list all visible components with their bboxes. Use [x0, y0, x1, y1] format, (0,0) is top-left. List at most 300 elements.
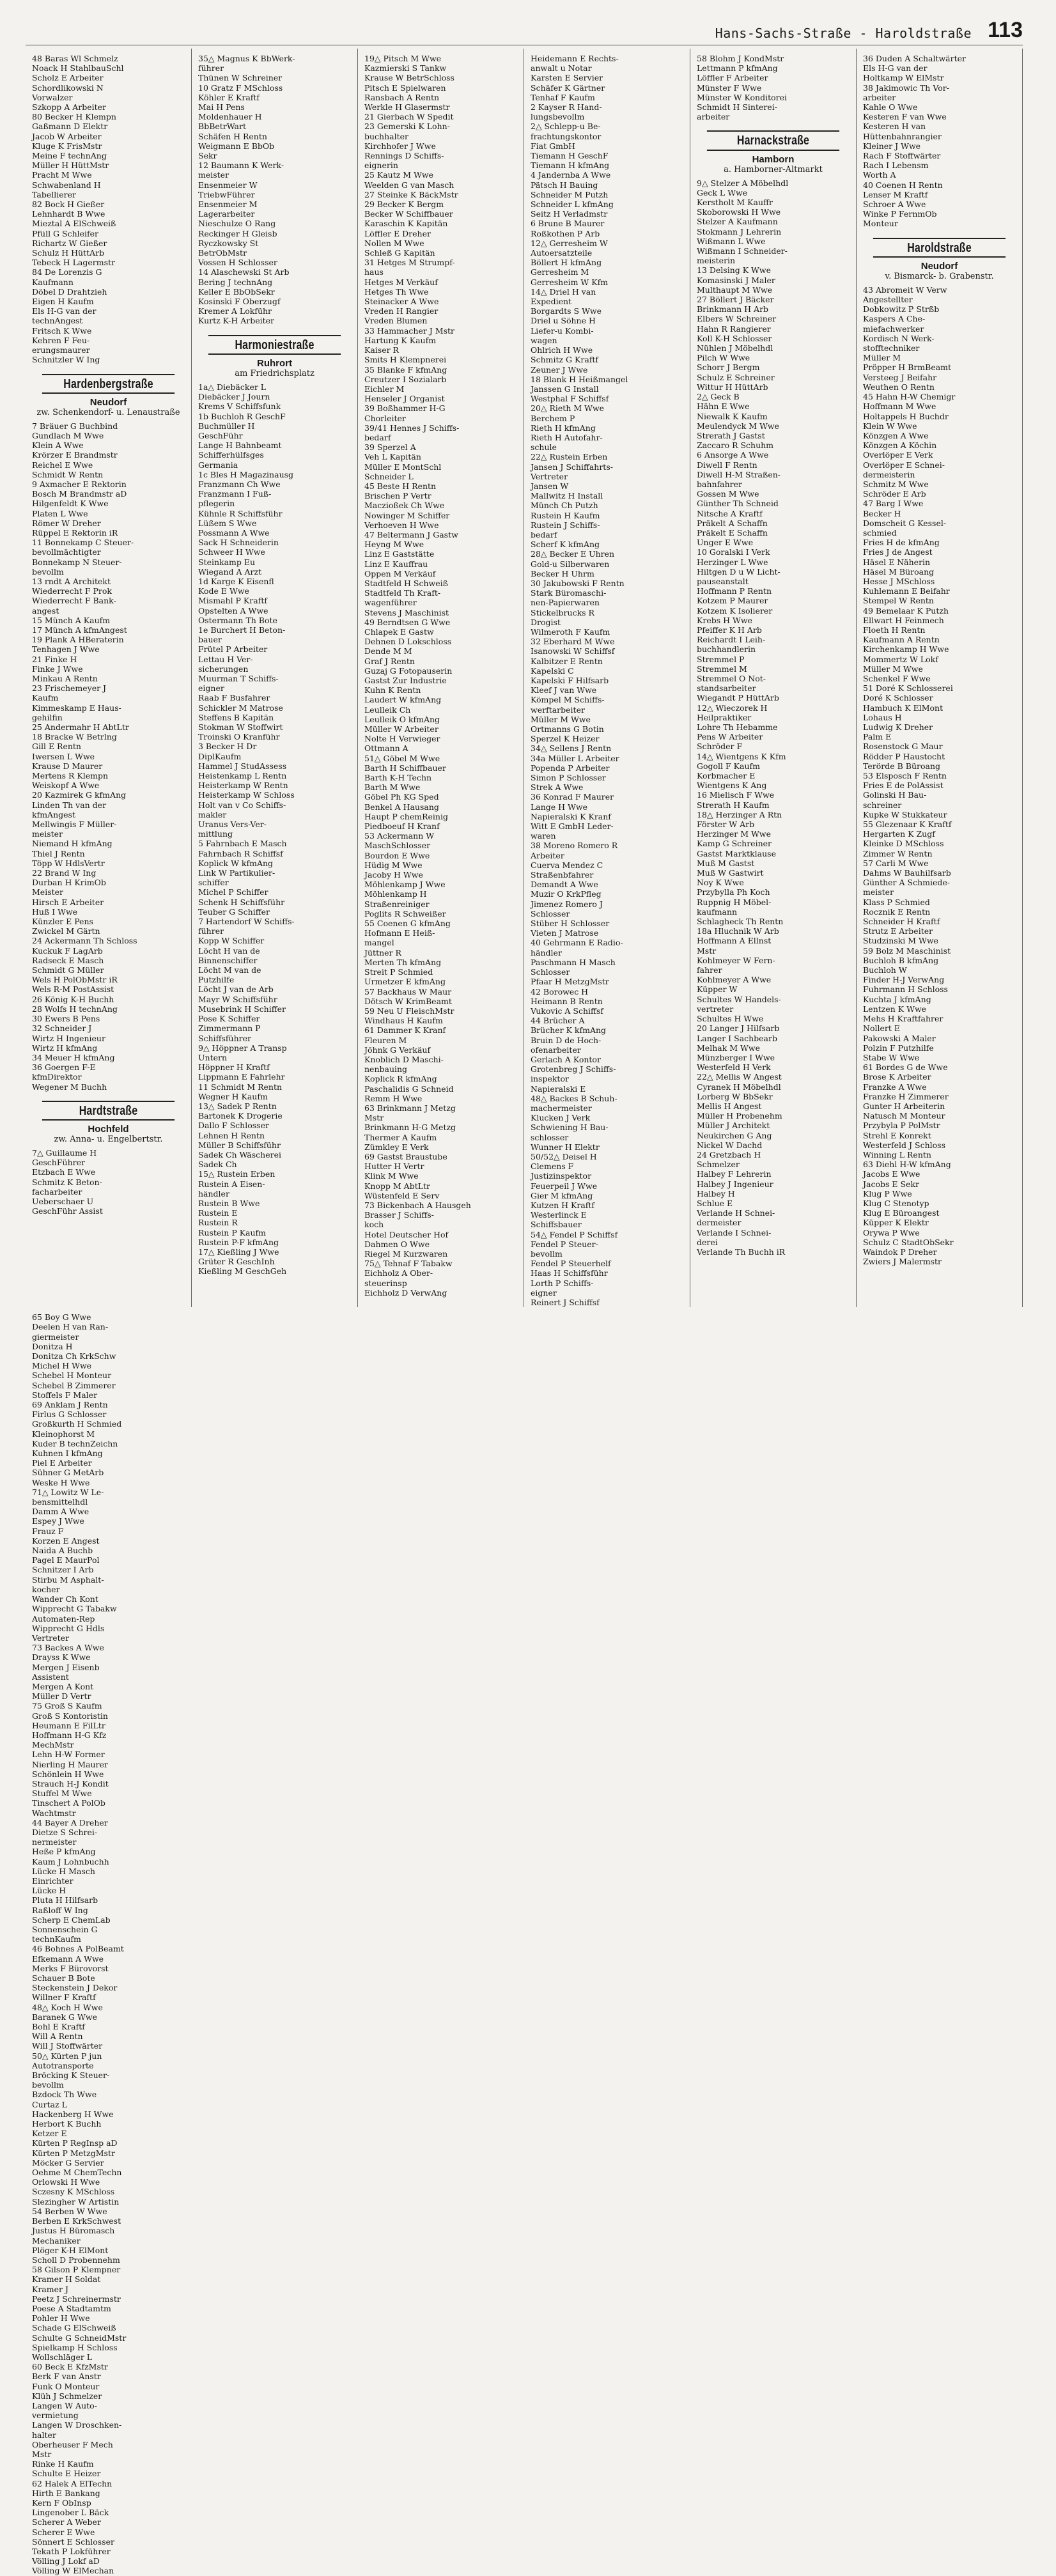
- directory-entry: Schulz E Schreiner: [697, 372, 775, 382]
- directory-entry: Meister: [32, 887, 64, 897]
- directory-entry: Rustein H Kaufm: [531, 510, 600, 520]
- directory-entry: Frütel P Arbeiter: [198, 644, 268, 655]
- directory-entry: 11 Schmidt M Rentn: [198, 1082, 283, 1092]
- directory-entry: Möhlenkamp H: [364, 889, 427, 899]
- directory-entry: 57 Carli M Wwe: [863, 858, 929, 868]
- directory-entry: Becker H: [863, 508, 901, 518]
- directory-entry: Heumann E FilLtr: [32, 1720, 105, 1730]
- directory-entry: stofftechniker: [863, 343, 920, 353]
- directory-entry: Donitza Ch KrkSchw: [32, 1351, 116, 1362]
- column-7: [26, 1307, 192, 2575]
- directory-entry: Multhaupt M Wwe: [697, 284, 773, 295]
- directory-entry: Wipprecht G Hdls: [32, 1623, 105, 1633]
- directory-entry: Paschalidis G Schneid: [364, 1083, 454, 1094]
- street-heading: [192, 335, 357, 378]
- directory-entry: 63 Brinkmann J Metzg: [364, 1103, 456, 1113]
- directory-entry: 61 Dammer K Kranf: [364, 1025, 446, 1036]
- directory-entry: Rach F Stoffwärter: [863, 151, 941, 161]
- directory-entry: Pfeiffer K H Arb: [697, 625, 762, 635]
- directory-entry: Nickel W Dachd: [697, 1140, 763, 1150]
- directory-entry: Dietze S Schrei-: [32, 1827, 98, 1837]
- directory-entry: Gunter H Arbeiterin: [863, 1101, 945, 1111]
- directory-entry: Popenda P Arbeiter: [531, 763, 610, 773]
- directory-entry: Ellwart H Feinmech: [863, 615, 944, 625]
- directory-entry: DiplKaufm: [198, 751, 242, 761]
- directory-entry: 24 Gretzbach H: [697, 1149, 761, 1160]
- directory-entry: Strerath J Gastst: [697, 430, 765, 440]
- directory-entry: 28 Wolfs H technAng: [32, 1004, 118, 1014]
- directory-entry: Rieth H Autofahr-: [531, 432, 603, 442]
- directory-entry: Schultes H Wwe: [697, 1014, 764, 1024]
- directory-entry: pauseanstalt: [697, 576, 749, 586]
- directory-entry: Wirtz H kfmAng: [32, 1043, 98, 1053]
- directory-entry: 75△ Tehnaf F Tabakw: [364, 1259, 453, 1269]
- directory-entry: 15 Münch A Kaufm: [32, 615, 111, 625]
- directory-entry: Schäfen H Rentn: [198, 131, 267, 141]
- directory-entry: Römer W Dreher: [32, 518, 101, 528]
- street-name: Haroldstraße: [873, 238, 1006, 258]
- directory-entry: Willner F Kraftf: [32, 1992, 96, 2003]
- directory-entry: 14 Alaschewski St Arb: [198, 267, 290, 277]
- directory-entry: Kleinophorst M: [32, 1429, 95, 1439]
- directory-entry: Eichler M: [364, 384, 405, 394]
- street-name: Hardtstraße: [42, 1101, 175, 1121]
- directory-entry: Hoffmann A Ellnst: [697, 936, 772, 946]
- directory-entry: Langen W Droschken-: [32, 2420, 122, 2430]
- directory-entry: Lorberg W BbSekr: [697, 1091, 773, 1101]
- directory-entry: 13 Delsing K Wwe: [697, 265, 771, 275]
- directory-entry: Koplick W kfmAng: [198, 858, 274, 868]
- directory-entry: 35 Blanke F kfmAng: [364, 364, 447, 375]
- directory-entry: wagenführer: [364, 598, 417, 608]
- directory-entry: Nollen M Wwe: [364, 238, 424, 248]
- directory-entry: 31 Hetges M Strumpf-: [364, 258, 455, 268]
- directory-entry: Linz E Kauffrau: [364, 559, 428, 569]
- directory-entry: Niewalk K Kaufm: [697, 411, 768, 421]
- directory-entry: Strerath H Kaufm: [697, 800, 770, 810]
- directory-entry: Schröder F: [697, 741, 743, 752]
- directory-entry: Tebeck H Lagermstr: [32, 258, 115, 268]
- directory-entry: Herbort K Buchh: [32, 2119, 102, 2129]
- directory-entry: Steinacker A Wwe: [364, 297, 439, 307]
- directory-entry: 10 Goralski I Verk: [697, 547, 770, 557]
- directory-entry: Hirth E Bankang: [32, 2488, 100, 2498]
- directory-entry: Vreden H Rangier: [364, 306, 439, 316]
- directory-entry: Berben E KrkSchwest: [32, 2216, 121, 2226]
- directory-entry: koch: [364, 1220, 384, 1230]
- directory-entry: bauer: [198, 635, 222, 645]
- directory-entry: Scherf K kfmAng: [531, 539, 600, 550]
- directory-entry: Binnenschiffer: [198, 955, 258, 965]
- directory-entry: Niemand H kfmAng: [32, 839, 113, 849]
- directory-entry: Sack H Schneiderin: [198, 538, 279, 548]
- directory-entry: Mstr: [364, 1113, 384, 1123]
- directory-entry: Bartonek K Drogerie: [198, 1111, 283, 1121]
- directory-entry: Ueberschaer U: [32, 1196, 94, 1206]
- directory-entry: Weske H Wwe: [32, 1477, 90, 1487]
- directory-entry: Weelden G van Masch: [364, 180, 454, 190]
- directory-entry: Firlus G Schlosser: [32, 1409, 107, 1420]
- directory-entry: 16 Mielisch F Wwe: [697, 790, 775, 800]
- directory-entry: 54 Berben W Wwe: [32, 2206, 107, 2216]
- directory-entry: Schenk H Schiffsführ: [198, 897, 285, 907]
- directory-entry: 30 Jakubowski F Rentn: [531, 578, 625, 588]
- directory-entry: Jacobs E Sekr: [863, 1179, 919, 1189]
- directory-entry: Verhoeven H Wwe: [364, 520, 439, 530]
- directory-entry: Jacoby H Wwe: [364, 870, 423, 880]
- directory-entry: Verlande I Schnei-: [697, 1227, 772, 1238]
- directory-entry: Finder H-J VerwAng: [863, 975, 945, 985]
- directory-entry: Streit P Schmied: [364, 967, 433, 977]
- directory-entry: Eigen H Kaufm: [32, 297, 94, 307]
- directory-entry: Sczesny K MSchloss: [32, 2187, 115, 2197]
- directory-entry: Michel H Wwe: [32, 1361, 92, 1371]
- directory-entry: Bohl E Kraftf: [32, 2022, 85, 2032]
- directory-entry: Verlande H Schnei-: [697, 1208, 775, 1218]
- street-extent: a. Hamborner-Altmarkt: [724, 164, 823, 175]
- directory-entry: anwalt u Notar: [531, 63, 592, 74]
- directory-entry: Wollschläger L: [32, 2352, 93, 2362]
- directory-entry: gehilfin: [32, 712, 63, 722]
- directory-entry: Heße P kfmAng: [32, 1847, 96, 1857]
- directory-entry: 14△ Driel H van: [531, 286, 596, 297]
- directory-entry: Klucken J Verk: [531, 1113, 591, 1123]
- directory-entry: Karsten E Servier: [531, 73, 603, 83]
- directory-entry: Kern F ObInsp: [32, 2497, 91, 2508]
- directory-entry: Künzler E Pens: [32, 917, 93, 927]
- directory-entry: Schröder E Arb: [863, 489, 926, 499]
- directory-entry: Rüppel E Rektorin iR: [32, 527, 118, 538]
- directory-entry: Golinski H Bau-: [863, 790, 927, 800]
- directory-entry: Brücher K kfmAng: [531, 1025, 607, 1036]
- directory-entry: Müller J Architekt: [697, 1121, 770, 1131]
- directory-entry: Drogist: [531, 617, 561, 627]
- directory-entry: Förster W Arb: [697, 819, 755, 830]
- directory-entry: Schmidt G Müller: [32, 965, 104, 975]
- directory-entry: Krems V Schiffsfunk: [198, 401, 281, 412]
- directory-entry: Mechaniker: [32, 2235, 81, 2246]
- directory-entry: Link W Partikulier-: [198, 868, 276, 878]
- directory-entry: Jimenez Romero J: [531, 899, 603, 909]
- directory-entry: Knopp M AbtLtr: [364, 1181, 431, 1191]
- directory-entry: Palm E: [863, 732, 892, 742]
- directory-entry: Ohlrich H Wwe: [531, 345, 593, 355]
- directory-entry: Rach I Lebensm: [863, 160, 929, 171]
- directory-entry: Buchmüller H: [198, 421, 255, 431]
- directory-entry: Stadtfeld H Schweiß: [364, 578, 448, 588]
- directory-entry: Fiat GmbH: [531, 141, 575, 151]
- directory-entry: Reinert J Schiffsf: [531, 1298, 600, 1307]
- directory-entry: 80 Becker H Klempn: [32, 112, 116, 122]
- directory-entry: 7 Bräuer G Buchbind: [32, 421, 118, 431]
- directory-entry: Hähn E Wwe: [697, 401, 750, 412]
- directory-entry: Spielkamp H Schloss: [32, 2342, 118, 2352]
- directory-entry: Strutz E Arbeiter: [863, 926, 933, 936]
- street-heading: [26, 374, 191, 417]
- directory-entry: 36 Konrad F Maurer: [531, 792, 614, 802]
- directory-entry: Halbey F Lehrerin: [697, 1169, 772, 1179]
- directory-entry: Diwell H-M Straßen-: [697, 469, 781, 479]
- directory-entry: Ottmann A: [364, 743, 408, 754]
- directory-entry: Völling J Lokf aD: [32, 2556, 100, 2566]
- directory-entry: Schulte E Heizer: [32, 2469, 101, 2479]
- directory-entry: Stoffels F Maler: [32, 1390, 98, 1400]
- directory-entry: Thiel J Rentn: [32, 848, 85, 858]
- directory-entry: Hetges M Verkäuf: [364, 277, 438, 287]
- directory-entry: nen-Papierwaren: [531, 598, 600, 608]
- directory-entry: Demandt A Wwe: [531, 880, 598, 890]
- directory-entry: bevollm: [531, 1248, 563, 1259]
- directory-entry: Brasser J Schiffs-: [364, 1210, 434, 1220]
- directory-entry: Nieschulze O Rang: [198, 219, 276, 229]
- street-extent: v. Bismarck- b. Grabenstr.: [885, 271, 994, 281]
- directory-entry: Kömpel M Schiffs-: [531, 695, 605, 705]
- directory-entry: bensmittelhdl: [32, 1497, 88, 1507]
- directory-entry: Nolte H Verwieger: [364, 734, 440, 744]
- directory-entry: Oberheuser F Mech: [32, 2439, 113, 2449]
- directory-entry: Schenkel F Wwe: [863, 673, 931, 683]
- directory-entry: 50/52△ Deisel H: [531, 1151, 597, 1161]
- directory-entry: Driel u Söhne H: [531, 316, 596, 326]
- directory-entry: Gastst Marktklause: [697, 848, 776, 858]
- directory-entry: Kesteren F van Wwe: [863, 112, 947, 122]
- directory-entry: Chorleiter: [364, 413, 406, 423]
- directory-entry: Pakowski A Maler: [863, 1033, 936, 1043]
- directory-entry: Zimmermann P: [198, 1023, 261, 1034]
- directory-entry: Szkopp A Arbeiter: [32, 102, 107, 113]
- directory-entry: 17 Münch A kfmAngest: [32, 625, 127, 635]
- directory-entry: Vossen H Schlosser: [198, 258, 277, 268]
- directory-entry: 22△ Rustein Erben: [531, 452, 608, 462]
- directory-entry: Zaccaro R Schuhm: [697, 440, 774, 451]
- directory-entry: Korbmacher E: [697, 771, 756, 781]
- directory-entry: 21 Finke H: [32, 654, 77, 664]
- directory-entry: 2 Kayser R Hand-: [531, 102, 602, 113]
- directory-entry: 1e Burchert H Beton-: [198, 625, 286, 635]
- directory-entry: 48△ Koch H Wwe: [32, 2002, 103, 2012]
- directory-entry: Barth M Wwe: [364, 782, 421, 793]
- directory-entry: 44 Bayer A Dreher: [32, 1817, 108, 1827]
- directory-entry: 58 Blohm J KondMstr: [697, 54, 784, 63]
- directory-entry: Lenser M Kraftf: [863, 189, 928, 199]
- directory-entry: 24 Ackermann Th Schloss: [32, 936, 137, 946]
- district-name: Neudorf: [89, 396, 127, 408]
- directory-entry: Großkurth H Schmied: [32, 1419, 122, 1429]
- directory-entry: Rustein R: [198, 1218, 238, 1228]
- directory-entry: Becker H Uhrm: [531, 568, 594, 578]
- directory-entry: Brinkmann H Arb: [697, 304, 769, 314]
- directory-entry: Durban H KrimOb: [32, 878, 106, 888]
- directory-entry: Krörzer E Brandmstr: [32, 450, 118, 460]
- directory-entry: Ensenmeier W: [198, 180, 258, 190]
- directory-entry: 75 Groß S Kaufm: [32, 1701, 102, 1711]
- directory-entry: Mai H Pens: [198, 102, 245, 113]
- directory-entry: Kießling M GeschGeh: [198, 1266, 287, 1276]
- directory-entry: 36 Goergen F-E: [32, 1062, 96, 1073]
- directory-entry: Rustein B Wwe: [198, 1198, 260, 1208]
- directory-entry: Untern: [198, 1052, 228, 1062]
- directory-entry: Franzke A Wwe: [863, 1082, 927, 1092]
- directory-entry: Völling W ElMechan: [32, 2566, 114, 2576]
- directory-entry: Bourdon E Wwe: [364, 850, 430, 860]
- directory-entry: 34a Müller L Arbeiter: [531, 753, 619, 763]
- directory-entry: arbeiter: [697, 112, 730, 122]
- directory-entry: Schnitzer I Arb: [32, 1565, 94, 1575]
- directory-entry: Scherp E ChemLab: [32, 1914, 111, 1925]
- directory-entry: Chlapek E Gastw: [364, 626, 434, 637]
- directory-entry: Paschmann H Masch: [531, 957, 616, 967]
- directory-entry: Schultes W Handels-: [697, 994, 781, 1004]
- directory-entry: Kopp W Schiffer: [198, 936, 265, 946]
- directory-entry: Vieten J Matrose: [531, 928, 599, 938]
- directory-entry: machermeister: [531, 1103, 592, 1113]
- directory-entry: Lüßem S Wwe: [198, 518, 257, 528]
- directory-entry: Gastst Zur Industrie: [364, 676, 447, 685]
- directory-entry: 7 Hartendorf W Schiffs-: [198, 917, 295, 927]
- directory-entry: pflegerin: [198, 499, 235, 509]
- directory-entry: 18a Hluchnik W Arb: [697, 926, 779, 936]
- directory-entry: Strauch H-J Kondit: [32, 1778, 109, 1788]
- directory-entry: 9 Axmacher E Rektorin: [32, 479, 127, 489]
- directory-entry: Kaufm: [32, 693, 59, 703]
- directory-entry: Richartz W Gießer: [32, 238, 107, 248]
- directory-entry: Hüttenbahnrangier: [863, 131, 942, 141]
- directory-entry: Wiederrecht F Bank-: [32, 596, 116, 606]
- directory-entry: Noy K Wwe: [697, 878, 744, 888]
- directory-entry: Vertreter: [32, 1633, 70, 1643]
- directory-entry: 73 Bickenbach A Hausgeh: [364, 1200, 471, 1210]
- directory-entry: Heidemann E Rechts-: [531, 54, 619, 63]
- directory-entry: Schäfer K Gärtner: [531, 82, 605, 93]
- directory-entry: 27 Steinke K BäckMstr: [364, 189, 458, 199]
- directory-entry: Zümkley E Verk: [364, 1142, 429, 1152]
- directory-entry: Pohler H Wwe: [32, 2313, 90, 2324]
- directory-entry: Barth K-H Techn: [364, 773, 432, 783]
- directory-entry: giermeister: [32, 1331, 79, 1342]
- directory-entry: Sönnert E Schlosser: [32, 2536, 114, 2547]
- directory-entry: 22 Brand W Ing: [32, 868, 97, 878]
- directory-entry: Kürten P RegInsp aD: [32, 2138, 118, 2148]
- directory-entry: Hetges Th Wwe: [364, 286, 429, 297]
- directory-entry: Hutter H Vertr: [364, 1161, 424, 1172]
- directory-entry: Günther A Schmiede-: [863, 878, 950, 888]
- directory-entry: Stüber H Schlosser: [531, 919, 610, 929]
- directory-entry: Will A Rentn: [32, 2031, 83, 2042]
- directory-entry: Maczioßek Ch Wwe: [364, 500, 445, 511]
- directory-entry: 32 Schneider J: [32, 1023, 92, 1034]
- directory-entry: Löffler E Dreher: [364, 228, 431, 238]
- directory-entry: Kapelski F Hilfsarb: [531, 676, 609, 685]
- directory-entry: Barth H Schiffbauer: [364, 763, 446, 773]
- directory-entry: Kaufmann A Rentn: [863, 635, 940, 645]
- directory-entry: Krebs H Wwe: [697, 615, 752, 625]
- directory-entry: Lücke H: [32, 1886, 66, 1896]
- directory-entry: GeschFühr: [198, 430, 243, 440]
- directory-entry: Westerfeld J Schloss: [863, 1140, 945, 1150]
- directory-entry: BetrObMstr: [198, 248, 247, 258]
- directory-entry: Klein W Wwe: [863, 421, 917, 431]
- directory-entry: Teuber G Schiffer: [198, 906, 270, 917]
- directory-entry: Reckinger H Gleisb: [198, 228, 277, 238]
- directory-entry: Dötsch W KrimBeamt: [364, 996, 452, 1006]
- directory-entry: Müller H HüttMstr: [32, 160, 109, 171]
- directory-entry: Justizinspektor: [531, 1171, 592, 1181]
- directory-entry: 62 Halek A ElTechn: [32, 2478, 113, 2488]
- directory-entry: meister: [32, 829, 63, 839]
- directory-entry: 82 Bock H Gießer: [32, 199, 105, 210]
- directory-entry: Rieth H kfmAng: [531, 423, 596, 433]
- directory-entry: Rustein E: [198, 1208, 238, 1218]
- directory-entry: 9△ Stelzer A Möbelhdl: [697, 178, 789, 188]
- directory-entry: Skoborowski H Wwe: [697, 207, 781, 217]
- directory-entry: Kremer A Lokführ: [198, 306, 272, 316]
- directory-entry: 23 Gemerski K Lohn-: [364, 121, 450, 132]
- directory-entry: Brose K Arbeiter: [863, 1072, 931, 1082]
- directory-entry: 29 Becker K Bergm: [364, 199, 444, 210]
- directory-entry: Pilch W Wwe: [697, 353, 750, 363]
- directory-entry: Groß S Kontoristin: [32, 1711, 108, 1721]
- directory-entry: Unger E Wwe: [697, 538, 753, 548]
- directory-entry: Töpp W HdlsVertr: [32, 858, 105, 868]
- directory-entry: Döbel D Drahtzieh: [32, 286, 107, 297]
- directory-entry: Kleiner J Wwe: [863, 141, 921, 151]
- directory-entry: 55 Coenen G kfmAng: [364, 919, 451, 929]
- directory-entry: inspektor: [531, 1074, 569, 1084]
- directory-entry: Schroer A Wwe: [863, 199, 926, 210]
- directory-entry: Pfaar H MetzgMstr: [531, 977, 609, 987]
- directory-entry: Vukovic A Schiffsf: [531, 1005, 603, 1016]
- directory-entry: Hesse J MSchloss: [863, 576, 935, 586]
- directory-entry: Schmitz G Kraftf: [531, 355, 599, 365]
- directory-entry: Schmitz M Wwe: [863, 479, 929, 489]
- page-header: [0, 17, 1023, 45]
- directory-entry: Kuhlemann E Beifahr: [863, 586, 950, 596]
- directory-entry: vermietung: [32, 2410, 79, 2421]
- directory-entry: Will J Stoffwärter: [32, 2041, 103, 2051]
- directory-entry: 57 Backhaus W Maur: [364, 986, 452, 997]
- directory-entry: 39/41 Hennes J Schiffs-: [364, 423, 460, 433]
- directory-entry: Assistent: [32, 1672, 69, 1682]
- directory-entry: Haas H Schiffsführ: [531, 1268, 608, 1278]
- directory-entry: Schlosser: [531, 967, 570, 977]
- directory-entry: Gogoll F Kaufm: [697, 761, 760, 771]
- directory-entry: eigner: [531, 1287, 557, 1298]
- directory-entry: Wegener M Buchh: [32, 1082, 107, 1092]
- directory-entry: arbeiter: [863, 92, 896, 102]
- directory-entry: Pluta H Hilfsarb: [32, 1895, 98, 1905]
- directory-entry: Diwell F Rentn: [697, 460, 757, 470]
- directory-entry: Dende M M: [364, 646, 412, 656]
- street-name: Harmoniestraße: [208, 335, 341, 355]
- directory-entry: 18△ Herzinger A Rtn: [697, 809, 782, 819]
- directory-entry: Guzaj G Fotopauserin: [364, 665, 453, 676]
- directory-entry: Overlöper E Verk: [863, 450, 933, 460]
- directory-entry: Westerlinck E: [531, 1210, 587, 1220]
- directory-entry: Natusch M Monteur: [863, 1111, 945, 1121]
- directory-entry: 25 Andermahr H AbtLtr: [32, 722, 129, 732]
- directory-entry: Pitsch E Spielwaren: [364, 82, 446, 93]
- directory-entry: 59 Bolz M Maschinist: [863, 945, 951, 956]
- directory-entry: Halbey H: [697, 1188, 735, 1199]
- directory-entry: bedarf: [531, 529, 557, 539]
- directory-entry: Wittur H HüttArb: [697, 382, 768, 392]
- street-heading: [857, 238, 1022, 281]
- directory-entry: Orlowski H Wwe: [32, 2177, 100, 2187]
- directory-entry: 73 Backes A Wwe: [32, 1643, 104, 1653]
- directory-entry: 63 Diehl H-W kfmAng: [863, 1160, 951, 1170]
- directory-entry: Zeuner J Wwe: [531, 364, 588, 375]
- directory-entry: Schneider M Putzh: [531, 189, 609, 199]
